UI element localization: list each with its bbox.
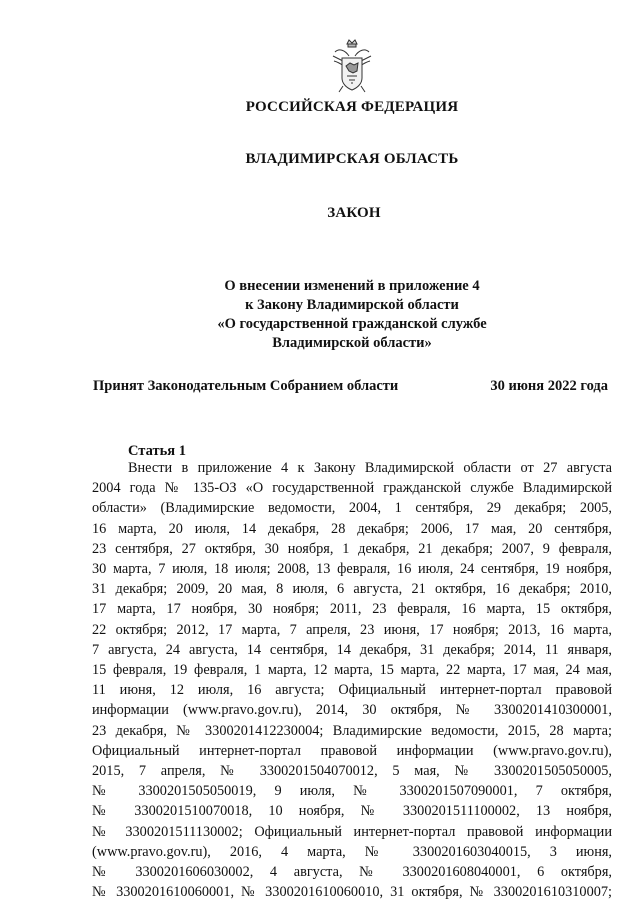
- region-heading: ВЛАДИМИРСКАЯ ОБЛАСТЬ: [245, 151, 459, 167]
- body-line: 31 декабря; 2009, 20 мая, 8 июля, 6 августа, 21 октября, 16 декабря; 2010,: [92, 581, 612, 598]
- coat-of-arms-emblem: [329, 38, 375, 94]
- law-title-line: «О государственной гражданской службе: [217, 316, 487, 332]
- body-line: № 3300201505050019, 9 июля, № 3300201507090001, 7 октября,: [92, 783, 612, 800]
- body-line: 2015, 7 апреля, № 3300201504070012, 5 мая, № 3300201505050005,: [92, 763, 612, 780]
- body-line: 7 августа, 24 августа, 14 сентября, 14 декабря, 31 декабря; 2014, 11 января,: [92, 641, 612, 658]
- law-title: [120, 277, 584, 353]
- body-line: информации (www.pravo.gov.ru), 2014, 30 октября, № 3300201410300001,: [92, 702, 612, 719]
- body-line: 30 марта, 7 июля, 18 июля; 2008, 13 февраля, 16 июля, 24 сентября, 19 ноября,: [92, 561, 612, 578]
- body-line: 23 сентября, 27 октября, 30 ноября, 1 декабря, 21 декабря; 2007, 9 февраля,: [92, 540, 612, 557]
- adopted-date: 30 июня 2022 года: [490, 378, 608, 394]
- body-line: 16 марта, 20 июля, 14 декабря, 28 декабря; 2006, 17 мая, 20 сентября,: [92, 520, 612, 537]
- doc-type-heading: ЗАКОН: [327, 205, 381, 221]
- body-line: области» (Владимирские ведомости, 2004, 1 сентября, 29 декабря; 2005,: [92, 500, 612, 517]
- body-line: 15 февраля, 19 февраля, 1 марта, 12 марта, 15 марта, 22 марта, 17 мая, 24 мая,: [92, 662, 612, 679]
- article-title: Статья 1: [128, 443, 186, 459]
- article-body: [92, 458, 612, 902]
- body-line: Официальный интернет-портал правовой информации (www.pravo.gov.ru),: [92, 742, 612, 759]
- body-line: Внести в приложение 4 к Закону Владимирской области от 27 августа: [128, 460, 612, 476]
- law-title-line: к Закону Владимирской области: [245, 297, 459, 313]
- body-line: № 3300201606030002, 4 августа, № 3300201608040001, 6 октября,: [92, 864, 612, 881]
- body-line: 17 марта, 17 ноября, 30 ноября; 2011, 23 февраля, 16 марта, 15 октября,: [92, 601, 612, 618]
- body-line: № 3300201510070018, 10 ноября, № 3300201511100002, 13 ноября,: [92, 803, 612, 820]
- body-line: № 3300201511130002; Официальный интернет-портал правовой информации: [92, 823, 612, 840]
- body-line: № 3300201610060001, № 3300201610060010, 31 октября, № 3300201610310007;: [92, 884, 612, 901]
- law-title-line: О внесении изменений в приложение 4: [224, 278, 480, 294]
- body-line: 11 июня, 12 июля, 16 августа; Официальный интернет-портал правовой: [92, 682, 612, 699]
- federation-heading: РОССИЙСКАЯ ФЕДЕРАЦИЯ: [245, 99, 459, 115]
- body-line: 23 декабря, № 3300201412230004; Владимирские ведомости, 2015, 28 марта;: [92, 722, 612, 739]
- body-line: 2004 года № 135-ОЗ «О государственной гражданской службе Владимирской: [92, 480, 612, 497]
- adopted-by: Принят Законодательным Собранием области: [93, 378, 399, 394]
- law-title-line: Владимирской области»: [272, 335, 432, 351]
- body-line: (www.pravo.gov.ru), 2016, 4 марта, № 3300201603040015, 3 июня,: [92, 843, 612, 860]
- body-line: 22 октября; 2012, 17 марта, 7 апреля, 23 июня, 17 ноября; 2013, 16 марта,: [92, 621, 612, 638]
